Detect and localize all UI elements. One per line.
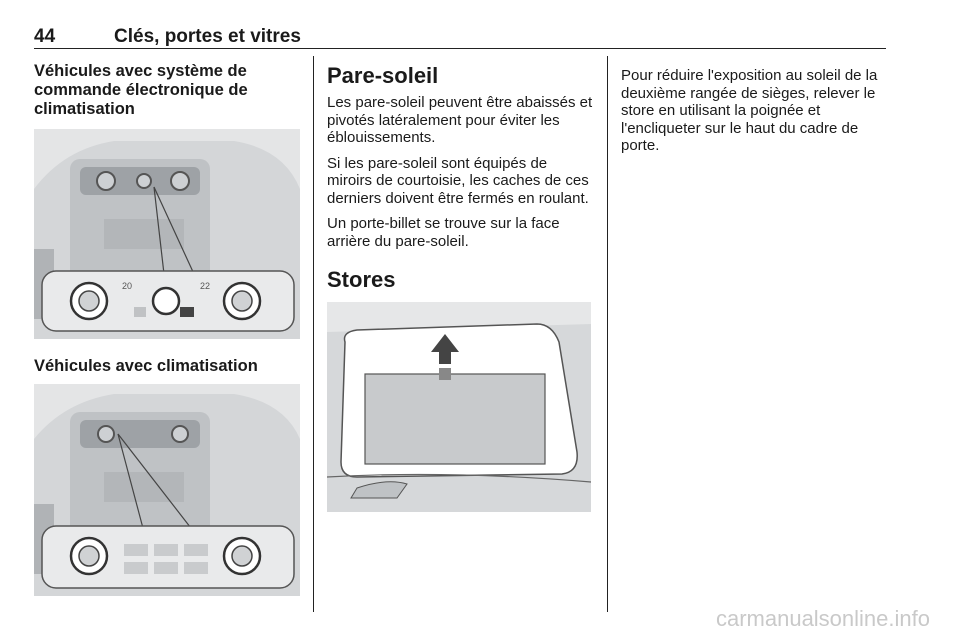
- column-middle: [327, 62, 593, 512]
- column-left: [34, 62, 300, 596]
- temperature-right-label: 22: [200, 281, 211, 291]
- paragraph: Les pare-soleil peuvent être abaissés et pivotés latéralement pour éviter les éblouissements.: [327, 94, 593, 146]
- section-title-sun-visors: Pare-soleil: [327, 63, 439, 88]
- page-header: [34, 26, 886, 49]
- column-right: [621, 62, 885, 163]
- paragraph: Si les pare-soleil sont équipés de miroirs de courtoisie, les caches de ces derniers doivent être fermés en roulant.: [327, 154, 589, 207]
- figure-air-conditioning-panel: [34, 384, 300, 596]
- section-title-blinds: Stores: [327, 267, 396, 292]
- column-divider: [313, 56, 314, 612]
- temperature-left-label: 20: [122, 281, 133, 291]
- column-divider: [607, 56, 608, 612]
- watermark: carmanualsonline.info: [715, 606, 930, 631]
- section-heading-air-conditioning: Véhicules avec climatisation: [34, 357, 258, 375]
- page-number: 44: [34, 26, 56, 47]
- figure-electronic-climate-panel: [34, 129, 300, 339]
- paragraph: Pour réduire l'exposition au soleil de la deuxième rangée de sièges, relever le store en utilisant la poignée et l'encliqueter sur le haut du cadre de porte.: [621, 67, 878, 154]
- section-heading-electronic-climate: Véhicules avec système de commande électronique de climatisation: [34, 62, 248, 118]
- paragraph: Un porte-billet se trouve sur la face arrière du pare-soleil.: [327, 215, 560, 250]
- figure-window-blind: [327, 302, 591, 512]
- chapter-title: Clés, portes et vitres: [114, 26, 301, 47]
